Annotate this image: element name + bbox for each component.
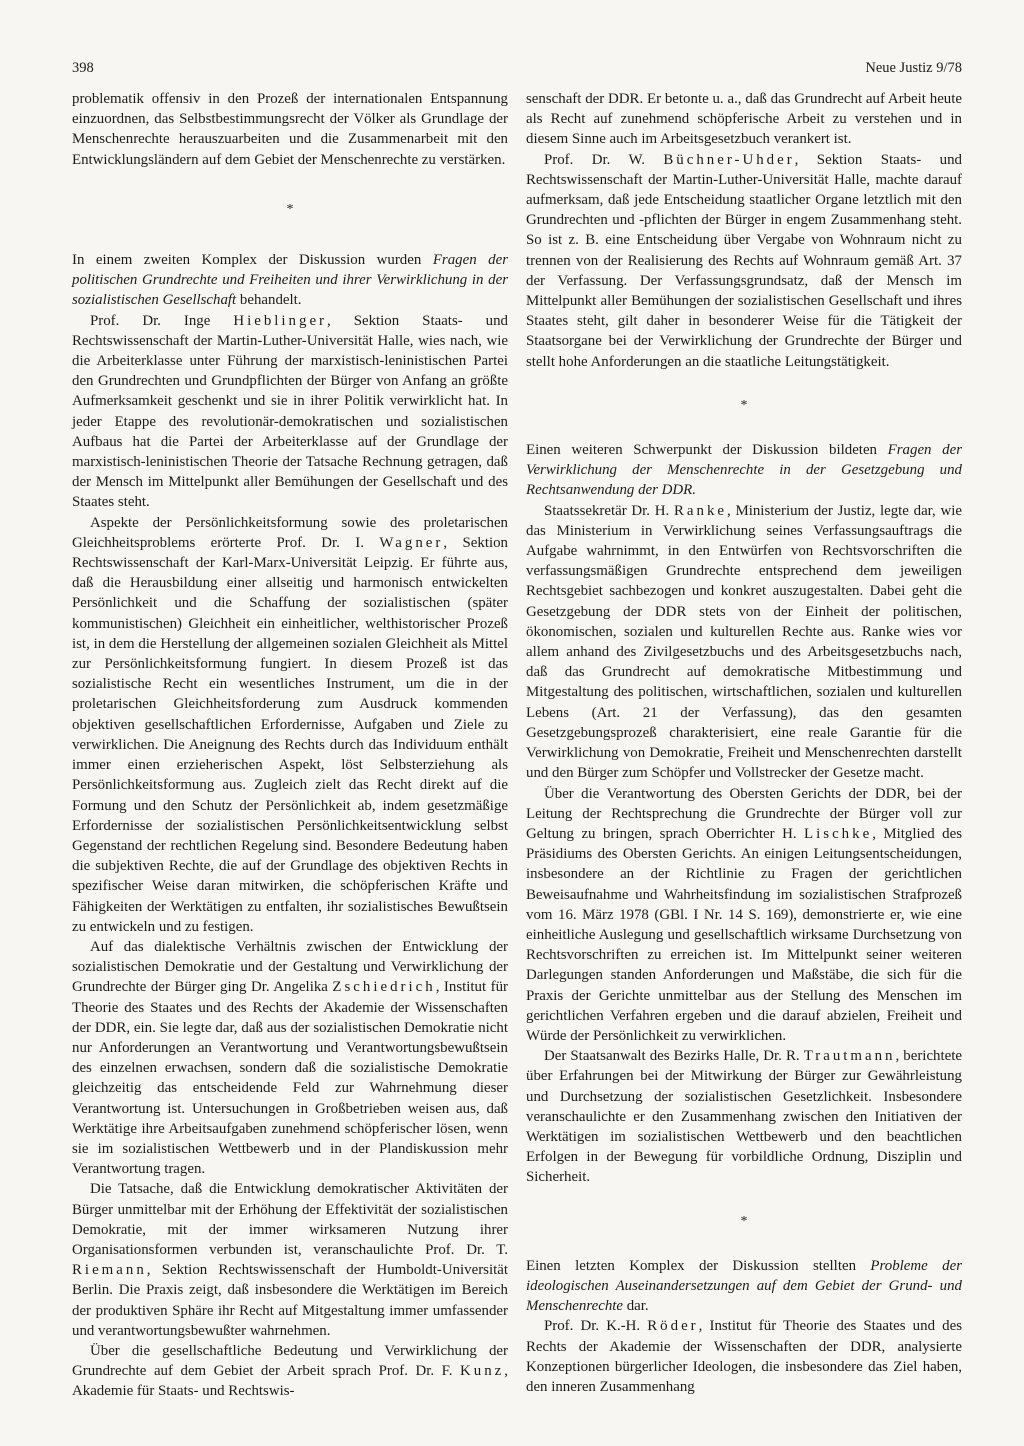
page-number: 398 [72,60,94,76]
paragraph: Staatssekretär Dr. H. Ranke, Ministerium der Justiz, legte dar, wie das Ministerium in Verwirklichung seines Verfassungsauftrags die Aufgabe wahrnimmt, in den Entwürfen von Rechtsvorschriften die verfassungsmäßigen Grundrechte entsprechend dem jeweiligen Rechtsgebiet sachbezogen und konkret auszugestalten. Dabei geht die Gesetzgebung der DDR stets von der Einheit der politischen, ökonomischen, sozialen und kulturellen Rechte aus. Ranke wies vor allem anhand des Zivilgesetzbuchs und des Arbeitsgesetzbuchs nach, daß das Grundrecht auf demokratische Mitbestimmung und Mitgestaltung des politischen, wirtschaftlichen, sozialen und kulturellen Lebens (Art. 21 der Verfassung), das den gesamten Gesetzgebungsprozeß charakterisiert, eine reale Garantie für die Verwirklichung von Demokratie, Freiheit und Menschenrechten darstellt und den Bürger zum Schöpfer und Vollstrecker der Gesetze macht. [526,502,962,782]
paragraph: Die Tatsache, daß die Entwicklung demokratischer Aktivitäten der Bürger unmittelbar mit der Erhöhung der Effektivität der sozialistischen Demokratie, mit der immer wirksameren Nutzung ihrer Organisationsformen verbunden ist, veranschaulichte Prof. Dr. T. Riemann, Sektion Rechtswissenschaft der Humboldt-Universität Berlin. Die Praxis zeigt, daß insbesondere die Werktätigen im Bereich der produktiven Sphäre ihr Recht auf Mitgestaltung immer umfassender und verantwortungsbewußter wahrnehmen. [72,1181,508,1339]
paragraph: In einem zweiten Komplex der Diskussion wurden Fragen der politischen Grundrechte und Freiheiten und ihrer Verwirklichung in der sozialistischen Gesellschaft behandelt. [72,252,508,309]
speaker-name: Hieblinger [233,312,328,329]
section-separator: * [740,397,748,413]
paragraph: Einen weiteren Schwerpunkt der Diskussion bildeten Fragen der Verwirklichung der Menschenrechte in der Gesetzgebung und Rechtsanwendung der DDR. [526,442,962,499]
speaker-name: Riemann [72,1262,147,1279]
paragraph: Prof. Dr. Inge Hieblinger, Sektion Staats- und Rechtswissenschaft der Martin-Luther-Universität Halle, wies nach, wie die Arbeiterklasse unter Führung der marxistisch-leninistischen Partei den Grundrechten und Grundpflichten der Bürger von Anfang an größte Aufmerksamkeit geschenkt und sie in ihrer Politik verwirklicht hat. In jeder Etappe des revolutionär-demokratischen und sozialistischen Aufbaus hat die Partei der Arbeiterklasse auf der Grundlage der marxistisch-leninistischen Theorie der Tatsache Rechnung getragen, daß der Mensch im Mittelpunkt aller Bemühungen der Gesellschaft und des Staates steht. [72,312,508,511]
speaker-name: Röder [647,1318,699,1335]
speaker-name: Kunz [460,1363,505,1380]
paragraph: Prof. Dr. K.-H. Röder, Institut für Theorie des Staates und des Rechts der Akademie der Wissenschaften der DDR, analysierte Konzeptionen bürgerlicher Ideologen, die insbesondere das Ziel haben, den inneren Zusammenhang [526,1318,962,1395]
speaker-name: Trautmann [803,1048,896,1065]
page-header [72,60,962,84]
paragraph: senschaft der DDR. Er betonte u. a., daß das Grundrecht auf Arbeit heute als Recht auf zunehmend schöpferische Arbeit zu verstehen und in diesem Sinne auch im Arbeitsgesetzbuch verankert ist. [526,91,962,148]
speaker-name: Zschiedrich [332,979,436,996]
paragraph: Auf das dialektische Verhältnis zwischen der Entwicklung der sozialistischen Demokratie und der Gestaltung und Verwirklichung der Grundrechte der Bürger ging Dr. Angelika Zschiedrich, Institut für Theorie des Staates und des Rechts der Akademie der Wissenschaften der DDR, ein. Sie legte dar, daß aus der sozialistischen Demokratie nicht nur Anforderungen an Verantwortung und Verantwortungsbewußtsein des einzelnen erwachsen, sondern daß die sozialistische Demokratie gleichzeitig das entscheidende Feld zur Wahrnehmung dieser Verantwortung ist. Untersuchungen in Großbetrieben weisen aus, daß Werktätige ihre Arbeitsaufgaben zunehmend schöpferischer lösen, wenn sie im sozialistischen Wettbewerb und in der Plandiskussion mehr Verantwortung tragen. [72,938,508,1178]
paragraph: Einen letzten Komplex der Diskussion stellten Probleme der ideologischen Auseinandersetzungen auf dem Gebiet der Grund- und Menschenrechte dar. [526,1257,962,1315]
paragraph: Aspekte der Persönlichkeitsformung sowie des proletarischen Gleichheitsproblems erörterte Prof. Dr. I. Wagner, Sektion Rechtswissenschaft der Karl-Marx-Universität Leipzig. Er führte aus, daß die Herausbildung einer allseitig und harmonisch entwickelten Persönlichkeit und die Schaffung der sozialistischen (später kommunistischen) Gleichheit ein einheitlicher, welthistorischer Prozeß ist, in dem die Herstellung der allgemeinen sozialen Gleichheit als Mittel zur Persönlichkeitsformung fungiert. In diesem Prozeß ist das sozialistische Recht ein wesentliches Instrument, um die in der proletarischen Gleichheitsforderung zum Ausdruck kommenden objektiven gesellschaftlichen Erfordernisse, Aufgaben und Ziele zu verwirklichen. Die Aneignung des Rechts durch das Individuum enthält immer einen erzieherischen Aspekt, löst Selbsterziehung als Persönlichkeitsformung aus. Zugleich zielt das Recht direkt auf die Formung und den Schutz der Persönlichkeit ab, indem gesetzmäßige Erfordernisse der sozialistischen Persönlichkeitsentwicklung selbst Gegenstand der rechtlichen Regelung sind. Besondere Bedeutung haben die subjektiven Rechte, die auf der Grundlage des objektiven Rechts in spezifischer Weise daran mitwirken, die schöpferischen Kräfte und Fähigkeiten der Werktätigen zu entfalten, ihr sozialistisches Bewußtsein zu entwickeln und zu festigen. [72,514,509,935]
speaker-name: Wagner [379,534,444,551]
left-column [72,89,508,1402]
section-separator: * [286,201,294,217]
paragraph: problematik offensiv in den Prozeß der internationalen Entspannung einzuordnen, das Selbstbestimmungsrecht der Völker als Grundlage der Menschenrechte herauszuarbeiten und die Zusammenarbeit mit den Entwicklungsländern auf dem Gebiet der Menschenrechte zu verstärken. [72,91,508,168]
paragraph: Über die Verantwortung des Obersten Gerichts der DDR, bei der Leitung der Rechtsprechung die Grundrechte der Bürger voll zur Geltung zu bringen, sprach Oberrichter H. Lischke, Mitglied des Präsidiums des Obersten Gerichts. An einigen Leitungsentscheidungen, insbesondere an der Richtlinie zu Fragen der gerichtlichen Beweisaufnahme und Wahrheitsfindung im sozialistischen Strafprozeß vom 16. März 1978 (GBl. I Nr. 14 S. 169), demonstrierte er, wie eine einheitliche Auslegung und gesellschaftlich wirksame Durchsetzung von Rechtsvorschriften zu erreichen ist. Im Mittelpunkt seiner weiteren Darlegungen standen Anforderungen und Maßstäbe, die sich für die Praxis der Gerichte unmittelbar aus der Stellung des Menschen im gerichtlichen Verfahren ergeben und die darauf abzielen, Freiheit und Würde der Persönlichkeit zu verwirklichen. [526,785,962,1044]
topic-heading: Fragen der politischen Grundrechte und Freiheiten und ihrer Verwirklichung in der sozialistischen Gesellschaft [72,252,508,309]
speaker-name: Ranke [673,502,728,519]
speaker-name: Büchner-Uhder [663,151,795,168]
right-column [526,89,962,1397]
topic-heading: Probleme der ideologischen Auseinandersetzungen auf dem Gebiet der Grund- und Menschenrechte [526,1257,962,1315]
speaker-name: Lischke [804,825,873,842]
paragraph: Über die gesellschaftliche Bedeutung und Verwirklichung der Grundrechte auf dem Gebiet der Arbeit sprach Prof. Dr. F. Kunz, Akademie für Staats- und Rechtswis- [72,1342,508,1400]
paragraph: Der Staatsanwalt des Bezirks Halle, Dr. R. Trautmann, berichtete über Erfahrungen bei der Mitwirkung der Bürger zur Gewährleistung und Durchsetzung der sozialistischen Gesetzlichkeit. Insbesondere veranschaulichte er den Zusammenhang zwischen den Initiativen der Werktätigen im sozialistischen Wettbewerb und den beachtlichen Erfolgen in der Bewegung für vorbildliche Ordnung, Disziplin und Sicherheit. [526,1048,962,1186]
topic-heading: Fragen der Verwirklichung der Menschenrechte in der Gesetzgebung und Rechtsanwendung der DDR. [526,442,962,499]
paragraph: Prof. Dr. W. Büchner-Uhder, Sektion Staats- und Rechtswissenschaft der Martin-Luther-Universität Halle, machte darauf aufmerksam, daß jede Entscheidung staatlicher Organe letztlich mit den Grundrechten und -pflichten der Bürger in engem Zusammenhang steht. So ist z. B. eine Entscheidung über Vergabe von Wohnraum nicht zu trennen von der Realisierung des Rechts auf Wohnraum gemäß Art. 37 der Verfassung. Der Verfassungsgrundsatz, daß der Mensch im Mittelpunkt aller Bemühungen der sozialistischen Gesellschaft und ihres Staates steht, gilt daher in besonderer Weise für die Tätigkeit der Staatsorgane bei der Verwirklichung der Grundrechte der Bürger und stellt hohe Anforderungen an die staatliche Leitungstätigkeit. [526,151,962,370]
journal-issue: Neue Justiz 9/78 [865,60,962,76]
section-separator: * [740,1213,748,1229]
